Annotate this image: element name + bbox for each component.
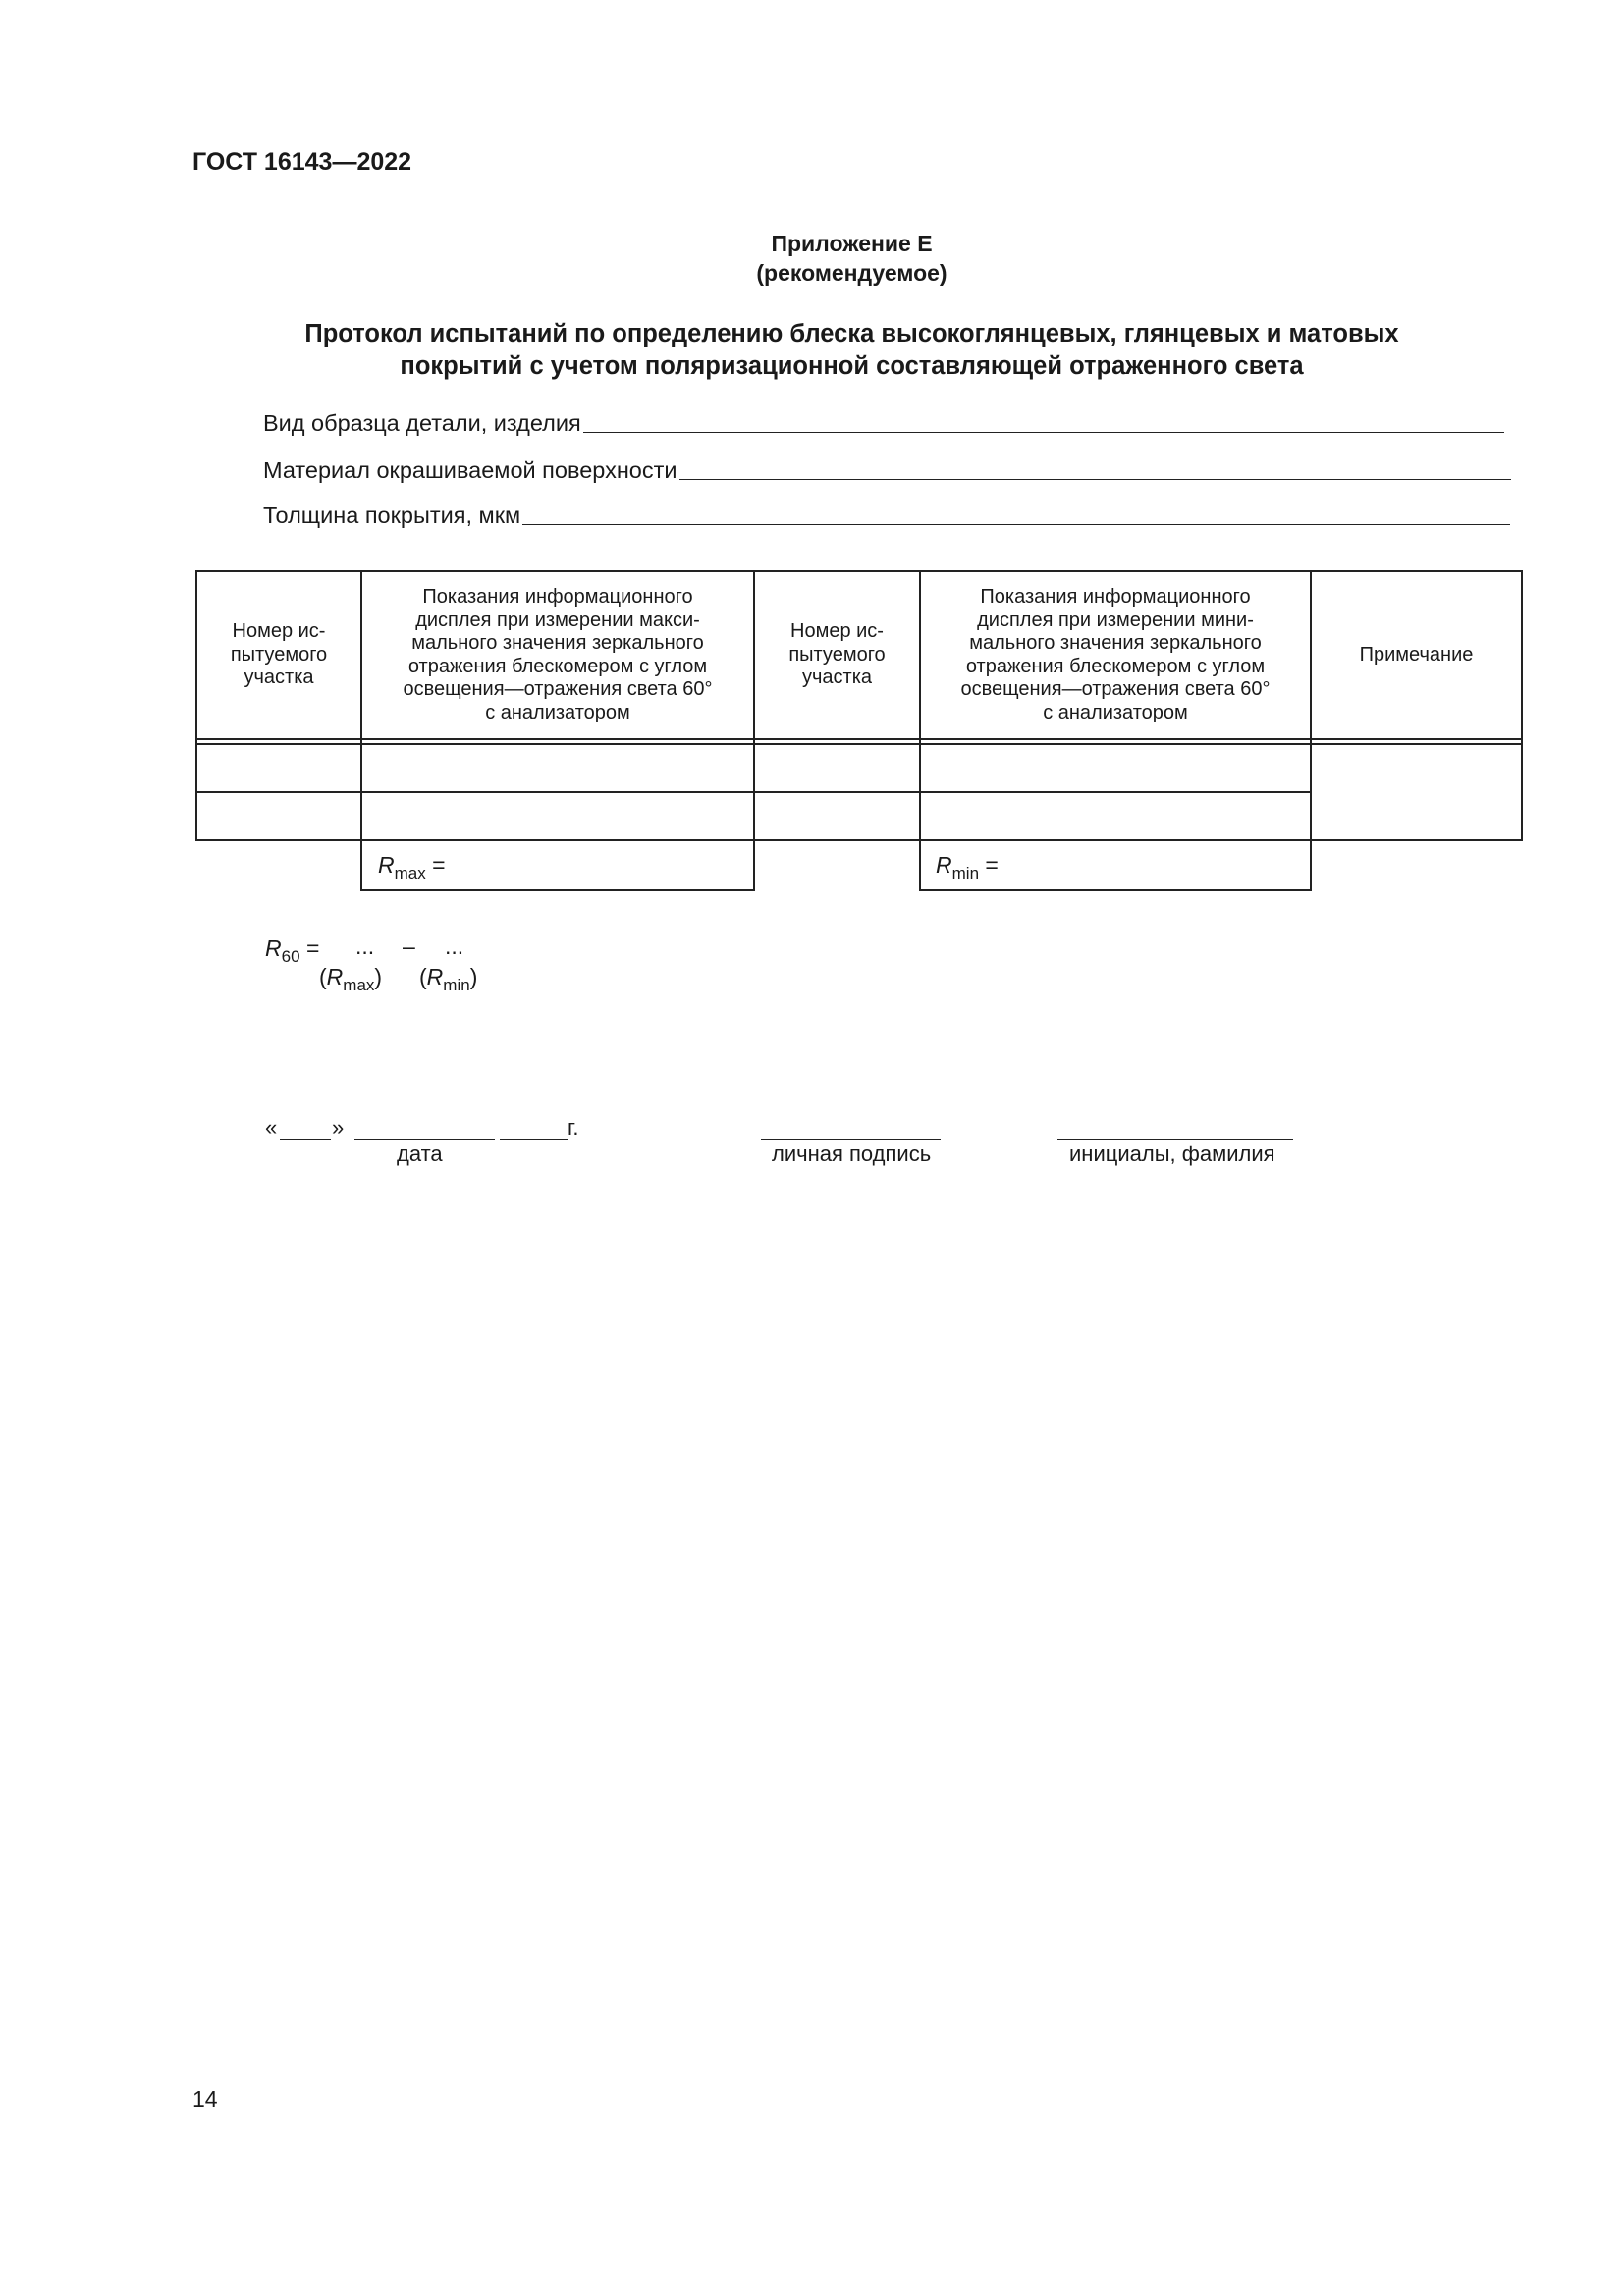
r60-symbol: R [265,935,282,961]
rmin-subscript: min [951,864,980,882]
header-line: дисплея при измерении макси- [415,609,700,631]
signature-blank[interactable] [761,1139,941,1140]
arg-max-symbol: R [326,964,344,989]
header-line: мального значения зеркального [969,632,1262,654]
header-max-reading [362,572,753,738]
year-suffix: г. [568,1115,579,1140]
header-line: мального значения зеркального [411,632,704,654]
header-note [1312,572,1521,738]
rmin-equals: = [979,852,999,878]
r60-minus: – [403,934,415,959]
date-month-blank[interactable] [354,1139,495,1140]
thickness-blank[interactable] [522,524,1510,525]
r60-dots-1: ... [355,934,375,959]
header-site-number-2 [755,572,919,738]
table-border-bottom [195,839,1523,841]
header-line: освещения—отражения света 60° [960,678,1271,700]
r60-equals: = [305,935,320,961]
header-line: участка [244,667,314,689]
appendix-status: (рекомендуемое) [756,260,947,286]
page-number: 14 [192,2086,218,2111]
header-line: отражения блескомером с углом [407,655,708,677]
header-line: участка [801,667,872,689]
sample-type-label: Вид образца детали, изделия [263,410,581,436]
sample-type-field[interactable] [263,410,1504,437]
rmin-row-bottom [919,889,1312,891]
r60-lhs [265,935,319,967]
material-field[interactable] [263,457,1511,484]
appendix-title: Приложение Е [771,231,933,256]
header-line: Показания информационного [980,586,1251,608]
date-caption: дата [397,1142,443,1166]
rmax-subscript: max [394,864,426,882]
arg-min-symbol: R [426,964,444,989]
name-caption: инициалы, фамилия [1069,1142,1275,1166]
header-line: отражения блескомером с углом [965,655,1266,677]
date-quote-close: » [332,1115,345,1140]
material-label: Материал окрашиваемой поверхности [263,457,677,483]
header-line: с анализатором [1043,701,1188,723]
rmin-symbol: R [936,852,952,878]
document-title-line-1: Протокол испытаний по определению блеска высокоглянцевых, глянцевых и матовых [304,320,1399,347]
table-header-divider [195,738,1523,740]
r60-subscript: 60 [281,947,300,966]
rmin-cell[interactable] [936,852,999,883]
sample-type-blank[interactable] [583,432,1504,433]
name-blank[interactable] [1057,1139,1293,1140]
document-title-line-2: покрытий с учетом поляризационной составляющей отраженного света [400,352,1304,380]
header-line: с анализатором [485,701,630,723]
r60-dots-2: ... [445,934,464,959]
header-line: пытуемого [788,643,886,666]
rmax-symbol: R [378,852,395,878]
header-line: Номер ис- [790,620,884,643]
table-header-divider-double [195,743,1523,745]
header-line: Примечание [1359,643,1474,666]
date-quote-open: « [265,1115,278,1140]
rmax-cell[interactable] [378,852,446,883]
header-line: дисплея при измерении мини- [977,609,1254,631]
header-line: освещения—отражения света 60° [403,678,713,700]
header-line: Показания информационного [422,586,693,608]
table-border-right [1521,570,1523,841]
header-site-number-1 [197,572,360,738]
header-line: Номер ис- [232,620,326,643]
header-line: пытуемого [230,643,328,666]
document-title [59,318,1624,383]
material-blank[interactable] [679,479,1511,480]
signature-caption: личная подпись [772,1142,932,1166]
date-day-blank[interactable] [280,1139,331,1140]
date-year-blank[interactable] [500,1139,568,1140]
rmax-equals: = [425,852,446,878]
arg-min-subscript: min [443,976,470,994]
thickness-field[interactable] [263,503,1510,529]
arg-max-subscript: max [343,976,375,994]
document-code: ГОСТ 16143—2022 [192,148,412,176]
thickness-label: Толщина покрытия, мкм [263,503,521,528]
header-min-reading [921,572,1310,738]
r60-arg-min: $(R_{min})$ [419,964,478,994]
r60-arg-max: $(R_{max})$ [319,964,383,994]
rmax-row-bottom [360,889,755,891]
